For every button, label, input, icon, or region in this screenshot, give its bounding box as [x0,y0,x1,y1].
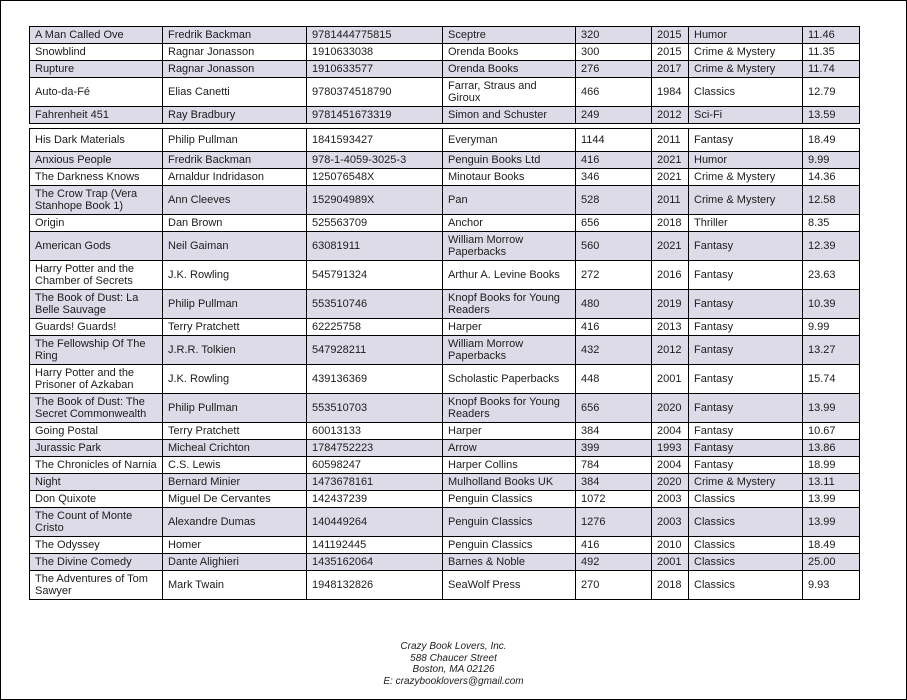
cell-publisher: Penguin Classics [443,537,576,554]
table-row [30,261,860,290]
table-row [30,508,860,537]
cell-pages: 528 [576,186,652,215]
cell-author: Bernard Minier [163,474,307,491]
table-row [30,27,860,44]
cell-isbn: 141192445 [307,537,443,554]
cell-title: The Chronicles of Narnia [30,457,163,474]
cell-genre: Classics [689,491,803,508]
cell-price: 12.58 [803,186,860,215]
cell-genre: Fantasy [689,232,803,261]
cell-publisher: Anchor [443,215,576,232]
cell-title: American Gods [30,232,163,261]
cell-pages: 1276 [576,508,652,537]
cell-price: 13.27 [803,336,860,365]
cell-author: Ann Cleeves [163,186,307,215]
cell-publisher: Arthur A. Levine Books [443,261,576,290]
footer-city-state-zip: Boston, MA 02126 [412,664,495,675]
table-row [30,129,860,152]
cell-price: 11.74 [803,61,860,78]
cell-genre: Sci-Fi [689,107,803,124]
cell-isbn: 1948132826 [307,571,443,600]
cell-author: Terry Pratchett [163,423,307,440]
cell-year: 2012 [652,107,689,124]
cell-isbn: 142437239 [307,491,443,508]
table-row [30,554,860,571]
cell-isbn: 525563709 [307,215,443,232]
cell-title: Night [30,474,163,491]
cell-title: Fahrenheit 451 [30,107,163,124]
cell-year: 2019 [652,290,689,319]
cell-price: 10.39 [803,290,860,319]
table-row [30,457,860,474]
table-row [30,336,860,365]
cell-year: 2012 [652,336,689,365]
cell-publisher: Minotaur Books [443,169,576,186]
cell-isbn: 1784752223 [307,440,443,457]
table-row [30,215,860,232]
cell-pages: 320 [576,27,652,44]
cell-isbn: 63081911 [307,232,443,261]
cell-isbn: 152904989X [307,186,443,215]
cell-publisher: Arrow [443,440,576,457]
cell-year: 2018 [652,571,689,600]
cell-genre: Crime & Mystery [689,44,803,61]
cell-genre: Fantasy [689,261,803,290]
cell-genre: Crime & Mystery [689,474,803,491]
cell-price: 14.36 [803,169,860,186]
cell-isbn: 140449264 [307,508,443,537]
cell-isbn: 9781444775815 [307,27,443,44]
table-row [30,319,860,336]
cell-title: Anxious People [30,152,163,169]
cell-pages: 416 [576,319,652,336]
table-row [30,78,860,107]
cell-price: 9.99 [803,152,860,169]
cell-genre: Humor [689,27,803,44]
cell-isbn: 1473678161 [307,474,443,491]
cell-year: 2015 [652,27,689,44]
cell-publisher: Sceptre [443,27,576,44]
cell-price: 23.63 [803,261,860,290]
cell-price: 25.00 [803,554,860,571]
cell-publisher: Barnes & Noble [443,554,576,571]
cell-isbn: 1435162064 [307,554,443,571]
cell-genre: Classics [689,537,803,554]
cell-pages: 1072 [576,491,652,508]
cell-price: 11.35 [803,44,860,61]
cell-year: 2015 [652,44,689,61]
table-row [30,107,860,124]
cell-pages: 399 [576,440,652,457]
cell-pages: 276 [576,61,652,78]
cell-title: The Adventures of Tom Sawyer [30,571,163,600]
cell-price: 13.99 [803,508,860,537]
cell-title: Rupture [30,61,163,78]
cell-genre: Fantasy [689,319,803,336]
cell-price: 13.99 [803,491,860,508]
cell-isbn: 1910633577 [307,61,443,78]
footer-company-block [1,641,906,687]
cell-author: Neil Gaiman [163,232,307,261]
cell-year: 2020 [652,474,689,491]
cell-publisher: Knopf Books for Young Readers [443,394,576,423]
cell-year: 2004 [652,457,689,474]
cell-author: Dan Brown [163,215,307,232]
cell-genre: Thriller [689,215,803,232]
cell-publisher: Mulholland Books UK [443,474,576,491]
cell-isbn: 1910633038 [307,44,443,61]
cell-isbn: 545791324 [307,261,443,290]
cell-pages: 656 [576,394,652,423]
cell-price: 15.74 [803,365,860,394]
cell-genre: Classics [689,554,803,571]
cell-title: Auto-da-Fé [30,78,163,107]
cell-title: The Count of Monte Cristo [30,508,163,537]
cell-author: C.S. Lewis [163,457,307,474]
cell-title: Harry Potter and the Prisoner of Azkaban [30,365,163,394]
cell-genre: Classics [689,571,803,600]
cell-isbn: 60598247 [307,457,443,474]
cell-price: 18.99 [803,457,860,474]
cell-publisher: Penguin Books Ltd [443,152,576,169]
cell-publisher: William Morrow Paperbacks [443,336,576,365]
cell-title: The Fellowship Of The Ring [30,336,163,365]
cell-genre: Fantasy [689,336,803,365]
cell-year: 2021 [652,169,689,186]
cell-author: Elias Canetti [163,78,307,107]
cell-isbn: 553510703 [307,394,443,423]
cell-pages: 249 [576,107,652,124]
cell-author: Micheal Crichton [163,440,307,457]
cell-title: His Dark Materials [30,129,163,152]
cell-author: Homer [163,537,307,554]
cell-year: 2020 [652,394,689,423]
cell-publisher: SeaWolf Press [443,571,576,600]
table-row [30,152,860,169]
cell-genre: Fantasy [689,394,803,423]
cell-author: Arnaldur Indridason [163,169,307,186]
cell-year: 2018 [652,215,689,232]
cell-title: Don Quixote [30,491,163,508]
cell-author: J.R.R. Tolkien [163,336,307,365]
cell-publisher: Farrar, Straus and Giroux [443,78,576,107]
cell-pages: 1144 [576,129,652,152]
cell-year: 2013 [652,319,689,336]
cell-genre: Crime & Mystery [689,169,803,186]
cell-title: Origin [30,215,163,232]
cell-year: 2011 [652,186,689,215]
cell-year: 1993 [652,440,689,457]
cell-publisher: Harper [443,423,576,440]
cell-publisher: Orenda Books [443,44,576,61]
cell-isbn: 978-1-4059-3025-3 [307,152,443,169]
cell-title: Harry Potter and the Chamber of Secrets [30,261,163,290]
cell-author: Fredrik Backman [163,27,307,44]
cell-publisher: Penguin Classics [443,491,576,508]
table-row [30,186,860,215]
cell-genre: Fantasy [689,423,803,440]
table-row [30,474,860,491]
cell-year: 2001 [652,554,689,571]
cell-title: Going Postal [30,423,163,440]
cell-pages: 272 [576,261,652,290]
cell-genre: Fantasy [689,457,803,474]
cell-price: 12.79 [803,78,860,107]
cell-genre: Fantasy [689,440,803,457]
cell-year: 1984 [652,78,689,107]
cell-author: Miguel De Cervantes [163,491,307,508]
cell-pages: 416 [576,537,652,554]
cell-publisher: Scholastic Paperbacks [443,365,576,394]
table-row [30,537,860,554]
cell-pages: 384 [576,423,652,440]
cell-isbn: 553510746 [307,290,443,319]
books-table [29,26,859,600]
cell-author: Philip Pullman [163,394,307,423]
table-row [30,232,860,261]
cell-isbn: 439136369 [307,365,443,394]
table-row [30,290,860,319]
table-row [30,394,860,423]
cell-price: 18.49 [803,537,860,554]
cell-title: Jurassic Park [30,440,163,457]
cell-publisher: Orenda Books [443,61,576,78]
cell-isbn: 9781451673319 [307,107,443,124]
cell-year: 2011 [652,129,689,152]
table-row [30,365,860,394]
cell-isbn: 547928211 [307,336,443,365]
footer-company-name: Crazy Book Lovers, Inc. [400,641,507,652]
table-row [30,491,860,508]
cell-author: Alexandre Dumas [163,508,307,537]
cell-author: Ragnar Jonasson [163,44,307,61]
cell-title: The Odyssey [30,537,163,554]
cell-year: 2003 [652,508,689,537]
table-row [30,423,860,440]
table-row [30,169,860,186]
cell-publisher: Harper Collins [443,457,576,474]
cell-genre: Humor [689,152,803,169]
cell-publisher: Penguin Classics [443,508,576,537]
cell-genre: Fantasy [689,365,803,394]
cell-price: 9.99 [803,319,860,336]
footer-street-address: 588 Chaucer Street [410,652,497,664]
table-row [30,44,860,61]
cell-isbn: 60013133 [307,423,443,440]
cell-publisher: Knopf Books for Young Readers [443,290,576,319]
footer-email: E: crazybooklovers@gmail.com [383,675,524,687]
cell-title: Snowblind [30,44,163,61]
cell-year: 2004 [652,423,689,440]
cell-pages: 466 [576,78,652,107]
cell-pages: 346 [576,169,652,186]
cell-genre: Classics [689,508,803,537]
cell-pages: 560 [576,232,652,261]
cell-year: 2021 [652,152,689,169]
cell-author: Philip Pullman [163,290,307,319]
cell-price: 13.59 [803,107,860,124]
cell-year: 2003 [652,491,689,508]
table-row [30,571,860,600]
cell-pages: 416 [576,152,652,169]
cell-author: Philip Pullman [163,129,307,152]
cell-price: 9.93 [803,571,860,600]
cell-genre: Fantasy [689,129,803,152]
cell-year: 2021 [652,232,689,261]
books-table-segment-1 [29,26,860,124]
cell-pages: 384 [576,474,652,491]
cell-publisher: Simon and Schuster [443,107,576,124]
cell-genre: Crime & Mystery [689,61,803,78]
cell-author: Ray Bradbury [163,107,307,124]
cell-price: 10.67 [803,423,860,440]
cell-publisher: Harper [443,319,576,336]
cell-price: 18.49 [803,129,860,152]
cell-publisher: Pan [443,186,576,215]
cell-author: J.K. Rowling [163,365,307,394]
cell-pages: 432 [576,336,652,365]
cell-author: Terry Pratchett [163,319,307,336]
cell-pages: 448 [576,365,652,394]
cell-pages: 784 [576,457,652,474]
cell-price: 13.86 [803,440,860,457]
cell-price: 12.39 [803,232,860,261]
cell-title: The Book of Dust: The Secret Commonwealth [30,394,163,423]
cell-title: The Book of Dust: La Belle Sauvage [30,290,163,319]
cell-author: Dante Alighieri [163,554,307,571]
cell-pages: 300 [576,44,652,61]
cell-pages: 656 [576,215,652,232]
cell-year: 2017 [652,61,689,78]
cell-author: Fredrik Backman [163,152,307,169]
cell-price: 13.99 [803,394,860,423]
cell-price: 8.35 [803,215,860,232]
cell-genre: Crime & Mystery [689,186,803,215]
cell-title: The Crow Trap (Vera Stanhope Book 1) [30,186,163,215]
cell-title: The Divine Comedy [30,554,163,571]
cell-publisher: William Morrow Paperbacks [443,232,576,261]
cell-price: 11.46 [803,27,860,44]
cell-title: The Darkness Knows [30,169,163,186]
cell-author: J.K. Rowling [163,261,307,290]
cell-pages: 492 [576,554,652,571]
cell-isbn: 9780374518790 [307,78,443,107]
table-row [30,61,860,78]
cell-author: Ragnar Jonasson [163,61,307,78]
cell-genre: Fantasy [689,290,803,319]
cell-title: A Man Called Ove [30,27,163,44]
cell-year: 2010 [652,537,689,554]
cell-author: Mark Twain [163,571,307,600]
cell-publisher: Everyman [443,129,576,152]
cell-pages: 480 [576,290,652,319]
cell-pages: 270 [576,571,652,600]
cell-year: 2016 [652,261,689,290]
books-table-segment-2 [29,128,860,600]
cell-price: 13.11 [803,474,860,491]
cell-year: 2001 [652,365,689,394]
cell-isbn: 62225758 [307,319,443,336]
cell-isbn: 1841593427 [307,129,443,152]
cell-isbn: 125076548X [307,169,443,186]
cell-title: Guards! Guards! [30,319,163,336]
cell-genre: Classics [689,78,803,107]
table-row [30,440,860,457]
